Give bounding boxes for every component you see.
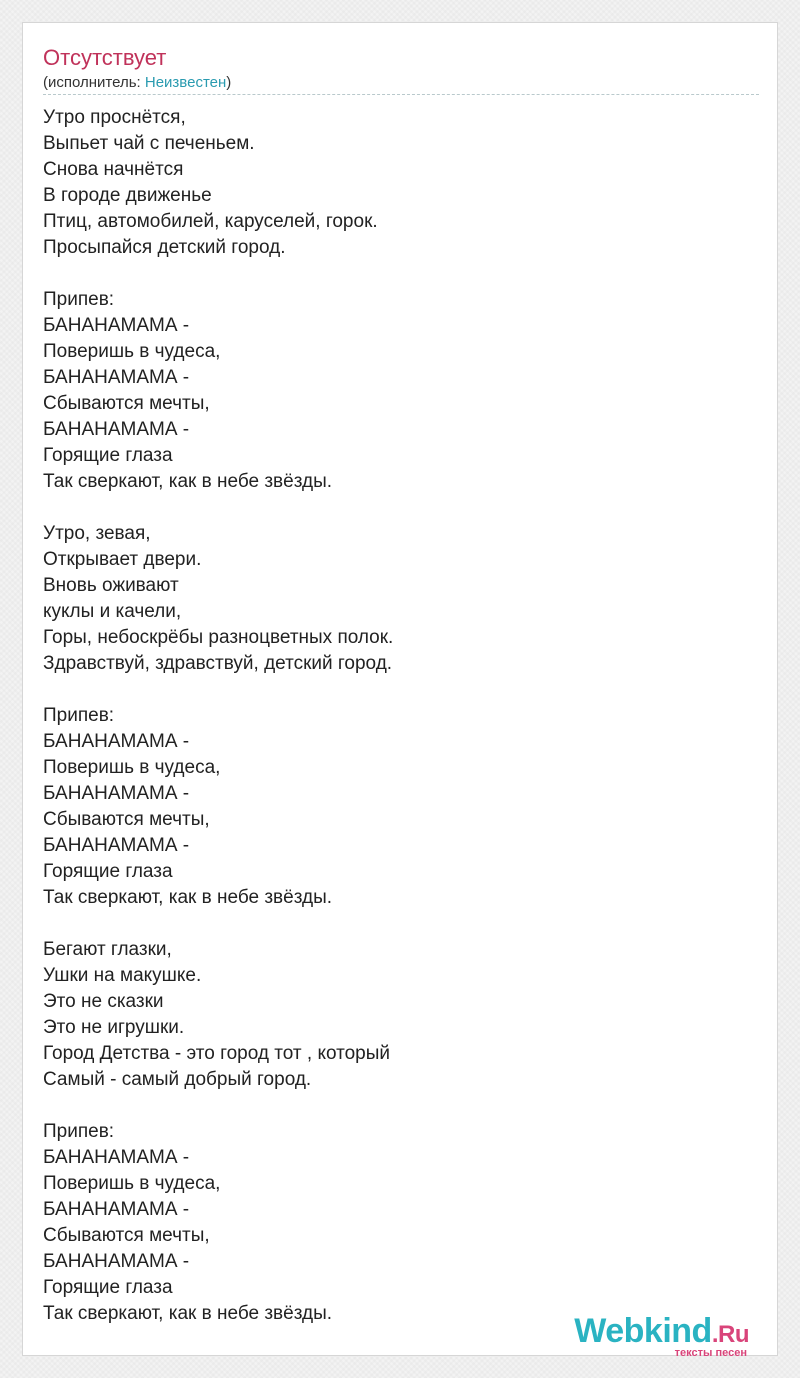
lyric-line: Горящие глаза [43, 445, 173, 466]
logo-tld: .Ru [711, 1321, 749, 1348]
artist-line [43, 73, 231, 93]
lyric-line: Просыпайся детский город. [43, 237, 286, 258]
lyric-line: Припев: [43, 1121, 115, 1142]
lyric-line: Сбываются мечты, [43, 393, 210, 414]
lyric-line: Горы, небоскрёбы разноцветных полок. [43, 627, 394, 648]
lyric-line: Это не игрушки. [43, 1017, 185, 1038]
lyric-line: БАНАНАМАМА - [43, 731, 190, 752]
lyric-line: Снова начнётся [43, 159, 184, 180]
lyric-line: Припев: [43, 289, 115, 310]
lyric-line: БАНАНАМАМА - [43, 835, 190, 856]
lyric-line: Сбываются мечты, [43, 1225, 210, 1246]
stanza-gap [43, 1093, 759, 1119]
lyric-line: Утро проснётся, [43, 107, 186, 128]
lyric-line: Так сверкают, как в небе звёзды. [43, 887, 333, 908]
artist-link[interactable]: Неизвестен [144, 74, 227, 91]
lyric-line: Выпьет чай с печеньем. [43, 133, 255, 154]
lyric-line: Поверишь в чудеса, [43, 1173, 221, 1194]
dashed-divider [43, 94, 759, 95]
lyric-line: Вновь оживают [43, 575, 179, 596]
stanza-gap [43, 911, 759, 937]
lyric-line: Так сверкают, как в небе звёзды. [43, 1303, 333, 1324]
lyric-line: БАНАНАМАМА - [43, 315, 190, 336]
artist-suffix: ) [226, 74, 232, 91]
stanza-gap [43, 677, 759, 703]
artist-prefix: (исполнитель: [43, 74, 145, 91]
lyric-line: Город Детства - это город тот , который [43, 1043, 391, 1064]
lyric-line: Птиц, автомобилей, каруселей, горок. [43, 211, 378, 232]
logo-tagline: тексты песен [674, 1347, 747, 1359]
lyric-line: БАНАНАМАМА - [43, 1199, 190, 1220]
lyric-line: В городе движенье [43, 185, 212, 206]
lyric-line: Утро, зевая, [43, 523, 151, 544]
lyric-line: Открывает двери. [43, 549, 202, 570]
stanza-gap [43, 495, 759, 521]
lyric-line: Припев: [43, 705, 115, 726]
lyric-line: Самый - самый добрый город. [43, 1069, 312, 1090]
lyric-line: БАНАНАМАМА - [43, 783, 190, 804]
lyric-line: Это не сказки [43, 991, 164, 1012]
lyric-line: Так сверкают, как в небе звёзды. [43, 471, 333, 492]
lyric-line: Поверишь в чудеса, [43, 757, 221, 778]
site-logo[interactable] [574, 1312, 749, 1359]
song-title: Отсутствует [43, 45, 167, 70]
stanza-gap [43, 261, 759, 287]
lyric-line: Горящие глаза [43, 861, 173, 882]
lyric-line: БАНАНАМАМА - [43, 1251, 190, 1272]
lyric-line: куклы и качели, [43, 601, 182, 622]
logo-word: Webkind [574, 1312, 712, 1350]
lyric-line: Бегают глазки, [43, 939, 172, 960]
lyric-line: БАНАНАМАМА - [43, 1147, 190, 1168]
lyric-line: Здравствуй, здравствуй, детский город. [43, 653, 393, 674]
lyric-line: Сбываются мечты, [43, 809, 210, 830]
lyrics-body [43, 105, 759, 1327]
lyric-line: Горящие глаза [43, 1277, 173, 1298]
lyric-line: Ушки на макушке. [43, 965, 202, 986]
lyric-line: Поверишь в чудеса, [43, 341, 221, 362]
lyric-line: БАНАНАМАМА - [43, 419, 190, 440]
lyrics-card [22, 22, 778, 1359]
lyric-line: БАНАНАМАМА - [43, 367, 190, 388]
